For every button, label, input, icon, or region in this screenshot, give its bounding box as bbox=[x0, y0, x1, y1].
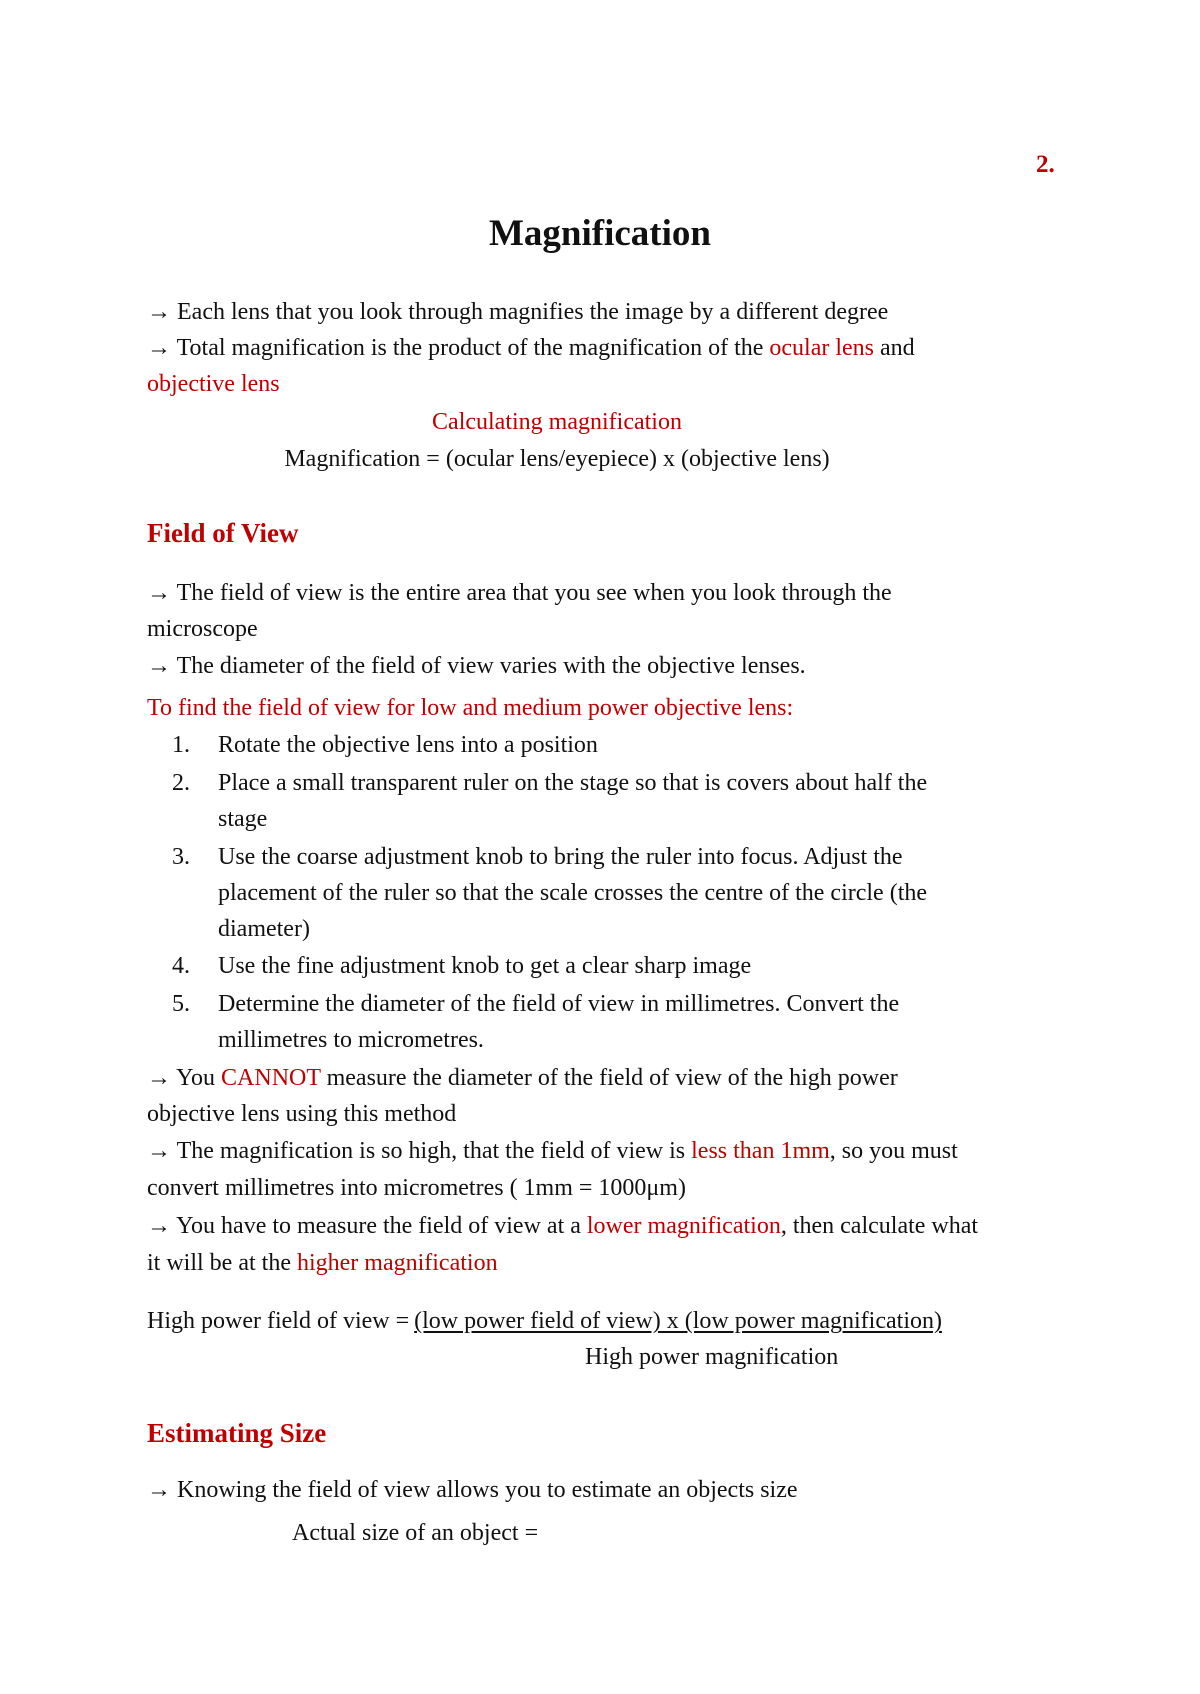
step-text: Rotate the objective lens into a position bbox=[218, 732, 598, 758]
high-magnification-bullet bbox=[147, 1135, 958, 1167]
procedure-heading: To find the field of view for low and medium power objective lens: bbox=[147, 695, 794, 721]
fov-bullet-1-line-1: → The field of view is the entire area that you see when you look through the bbox=[147, 580, 892, 606]
step-text: Use the fine adjustment knob to get a clear sharp image bbox=[218, 953, 752, 979]
step-number: 5. bbox=[172, 991, 190, 1017]
page-number: 2. bbox=[1036, 151, 1055, 178]
term-cannot: CANNOT bbox=[221, 1065, 321, 1091]
cannot-bullet-text: → You bbox=[147, 1065, 222, 1091]
lower-magnification-rest: , then calculate what bbox=[780, 1213, 979, 1239]
formula-numerator: (low power field of view) x (low power magnification) bbox=[414, 1308, 942, 1334]
high-magnification-line-2: convert millimetres into micrometres ( 1mm = 1000μm) bbox=[147, 1175, 686, 1201]
step-text: placement of the ruler so that the scale crosses the centre of the circle (the bbox=[218, 880, 928, 906]
term-ocular-lens: ocular lens bbox=[769, 335, 875, 361]
high-magnification-text: → The magnification is so high, that the field of view is bbox=[147, 1138, 692, 1164]
intro-bullet-2-end: and bbox=[874, 335, 915, 361]
lower-magnification-text: → You have to measure the field of view at a bbox=[147, 1213, 587, 1239]
magnification-formula: Magnification = (ocular lens/eyepiece) x (objective lens) bbox=[284, 446, 830, 472]
page-title: Magnification bbox=[489, 213, 711, 254]
step-number: 2. bbox=[172, 770, 190, 796]
estimating-size-heading: Estimating Size bbox=[147, 1418, 327, 1448]
intro-bullet-2-text: → Total magnification is the product of the magnification of the bbox=[147, 335, 770, 361]
step-text: stage bbox=[218, 806, 268, 832]
step-number: 1. bbox=[172, 732, 190, 758]
formula-lhs: High power field of view = bbox=[147, 1308, 410, 1334]
term-objective-lens: objective lens bbox=[147, 371, 280, 397]
term-higher-magnification: higher magnification bbox=[296, 1250, 498, 1276]
fov-bullet-2: → The diameter of the field of view varies with the objective lenses. bbox=[147, 653, 806, 679]
lower-magnification-bullet bbox=[147, 1210, 978, 1242]
high-magnification-rest: , so you must bbox=[829, 1138, 958, 1164]
intro-bullet-1: → Each lens that you look through magnifies the image by a different degree bbox=[147, 299, 889, 325]
term-less-than-1mm: less than 1mm bbox=[691, 1138, 830, 1164]
fov-bullet-1-line-2: microscope bbox=[147, 616, 258, 642]
lower-magnification-line-2 bbox=[147, 1247, 498, 1279]
term-lower-magnification: lower magnification bbox=[586, 1213, 781, 1239]
actual-size-formula: Actual size of an object = bbox=[292, 1520, 539, 1546]
step-number: 3. bbox=[172, 844, 190, 870]
step-text: millimetres to micrometres. bbox=[218, 1027, 484, 1053]
step-text: Place a small transparent ruler on the stage so that is covers about half the bbox=[218, 770, 928, 796]
lower-magnification-line-2-text: it will be at the bbox=[147, 1250, 297, 1276]
high-power-fov-formula bbox=[147, 1305, 942, 1337]
intro-bullet-2 bbox=[147, 332, 915, 364]
cannot-bullet-rest: measure the diameter of the field of view of the high power bbox=[320, 1065, 898, 1091]
step-text: Determine the diameter of the field of view in millimetres. Convert the bbox=[218, 991, 900, 1017]
field-of-view-heading: Field of View bbox=[147, 518, 299, 548]
step-text: Use the coarse adjustment knob to bring the ruler into focus. Adjust the bbox=[218, 844, 903, 870]
estimating-bullet-1: → Knowing the field of view allows you to estimate an objects size bbox=[147, 1477, 798, 1503]
step-text: diameter) bbox=[218, 916, 310, 942]
formula-denominator: High power magnification bbox=[585, 1344, 839, 1370]
cannot-bullet bbox=[147, 1062, 898, 1094]
calculating-heading: Calculating magnification bbox=[432, 409, 682, 435]
cannot-bullet-line-2: objective lens using this method bbox=[147, 1101, 457, 1127]
step-number: 4. bbox=[172, 953, 190, 979]
